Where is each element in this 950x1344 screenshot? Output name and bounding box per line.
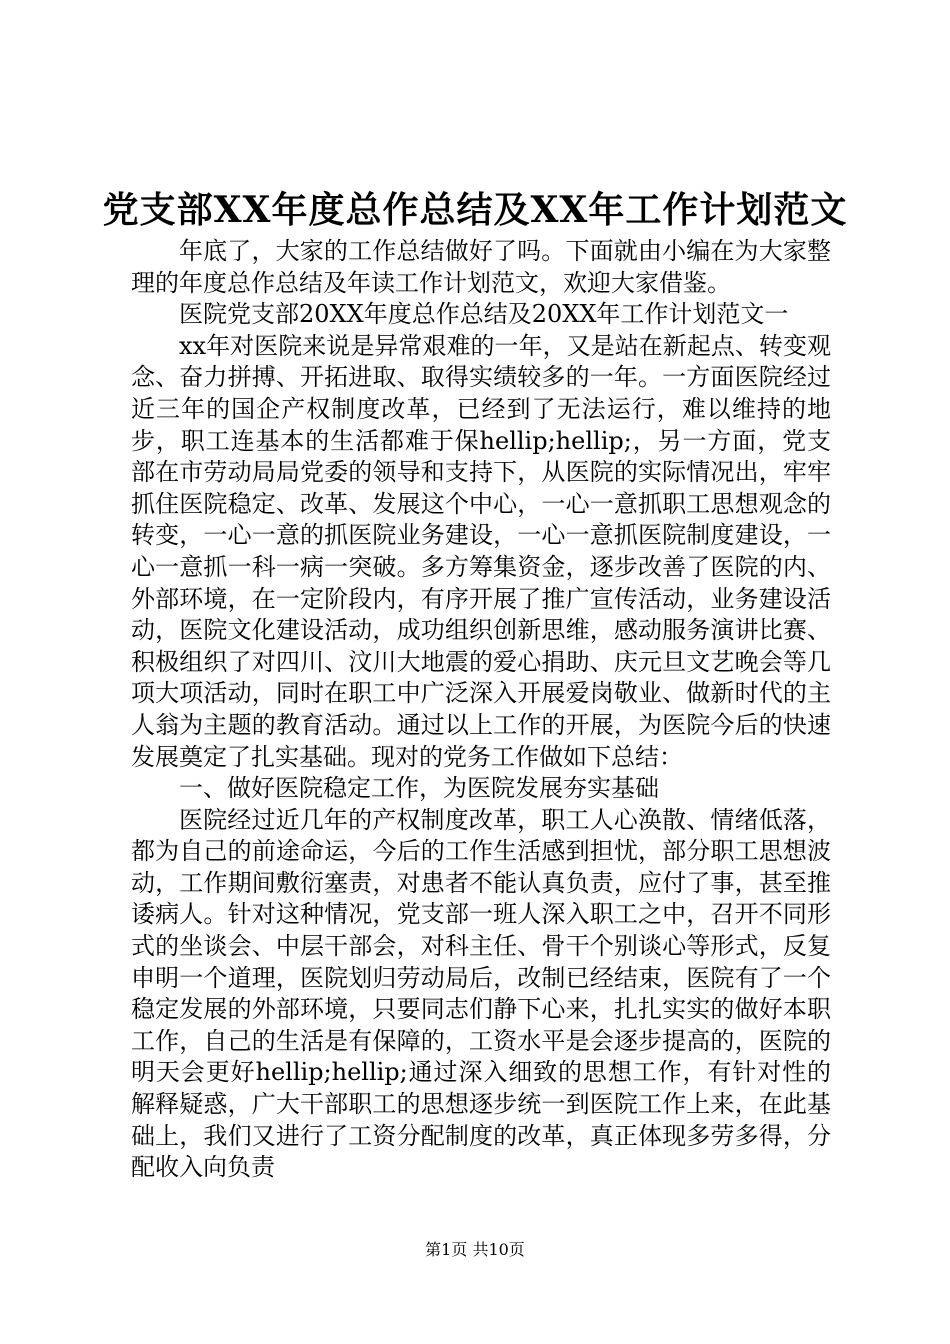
page-number-footer: 第1页 共10页: [425, 1240, 525, 1259]
paragraph-section-1: 医院经过近几年的产权制度改革，职工人心涣散、情绪低落，都为自己的前途命运，今后的工作生活感到担忧，部分职工思想波动，工作期间敷衍塞责，对患者不能认真负责，应付了事，甚至推诿病人。针对这种情况，党支部一班人深入职工之中，召开不同形式的坐谈会、中层干部会，对科主任、骨干个别谈心等形式，反复申明一个道理，医院划归劳动局后，改制已经结束，医院有了一个稳定发展的外部环境，只要同志们静下心来，扎扎实实的做好本职工作，自己的生活是有保障的，工资水平是会逐步提高的，医院的明天会更好hellip;hellip;通过深入细致的思想工作，有针对性的解释疑惑，广大干部职工的思想逐步统一到医院工作上来，在此基础上，我们又进行了工资分配制度的改革，真正体现多劳多得，分配收入向负责: [131, 805, 831, 1182]
paragraph-subtitle: 医院党支部20XX年度总作总结及20XX年工作计划范文一: [179, 300, 789, 329]
document-title: 党支部XX年度总作总结及XX年工作计划范文: [102, 189, 848, 231]
document-body: [131, 236, 831, 1184]
paragraph-intro: 年底了，大家的工作总结做好了吗。下面就由小编在为大家整理的年度总作总结及年读工作计划范文，欢迎大家借鉴。: [131, 237, 831, 297]
paragraph-summary: xx年对医院来说是异常艰难的一年，又是站在新起点、转变观念、奋力拼搏、开拓进取、取得实绩较多的一年。一方面医院经过近三年的国企产权制度改革，已经到了无法运行，难以维持的地步，职工连基本的生活都难于保hellip;hellip;，另一方面，党支部在市劳动局局党委的领导和支持下，从医院的实际情况出，牢牢抓住医院稳定、改革、发展这个中心，一心一意抓职工思想观念的转变，一心一意的抓医院业务建设，一心一意抓医院制度建设，一心一意抓一科一病一突破。多方筹集资金，逐步改善了医院的内、外部环境，在一定阶段内，有序开展了推广宣传活动，业务建设活动，医院文化建设活动，成功组织创新思维，感动服务演讲比赛、积极组织了对四川、汶川大地震的爱心捐助、庆元旦文艺晚会等几项大项活动，同时在职工中广泛深入开展爱岗敬业、做新时代的主人翁为主题的教育活动。通过以上工作的开展，为医院今后的快速发展奠定了扎实基础。现对的党务工作做如下总结：: [131, 331, 831, 771]
section-heading-1: 一、做好医院稳定工作，为医院发展夯实基础: [179, 774, 659, 803]
